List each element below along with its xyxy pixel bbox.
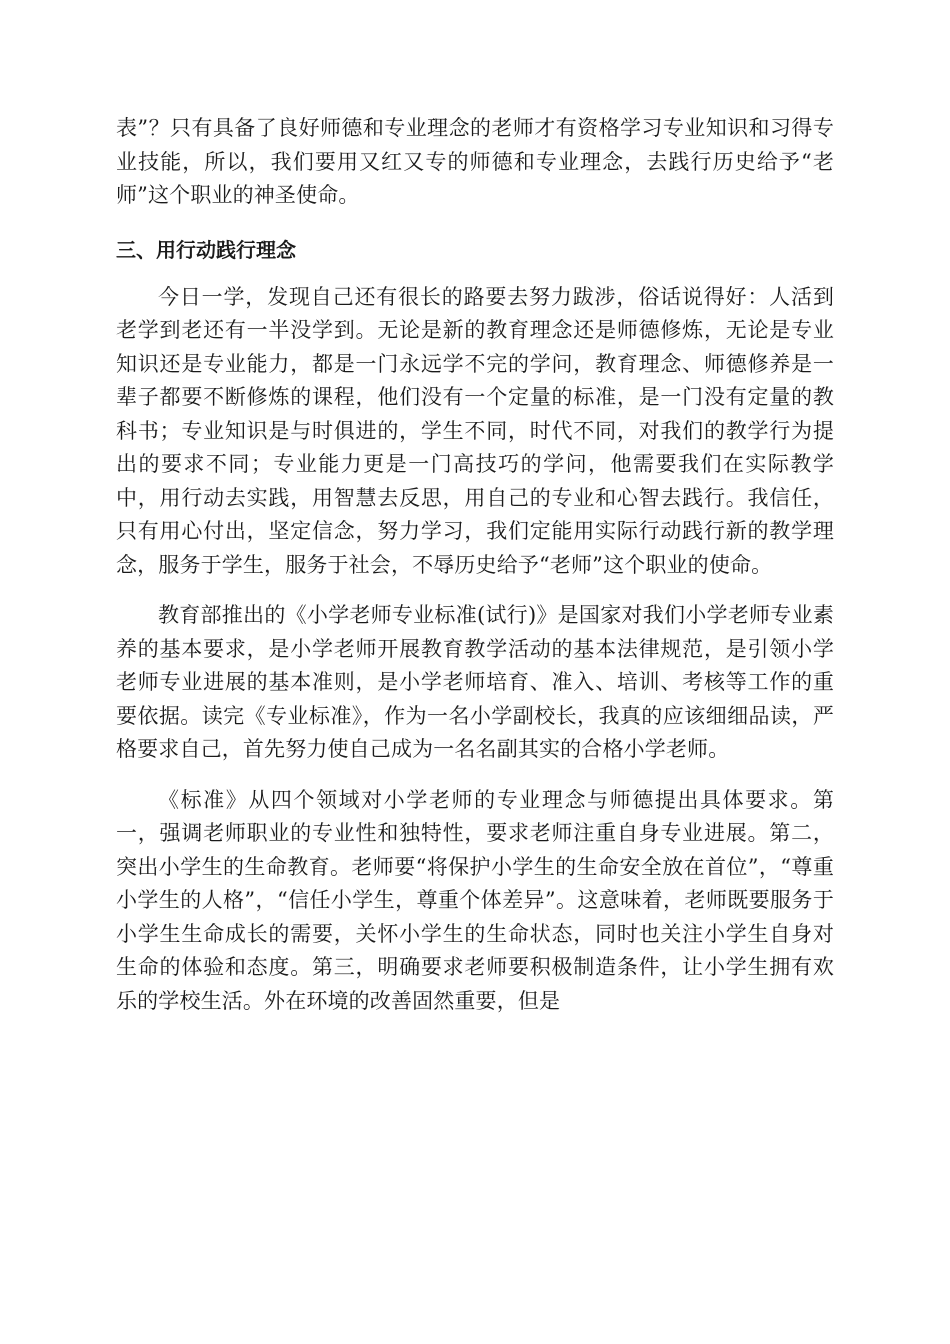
paragraph-action-practice: 今日一学，发现自己还有很长的路要去努力跋涉，俗话说得好：人活到老学到老还有一半没学到。无论是新的教育理念还是师德修炼，无论是专业知识还是专业能力，都是一门永远学不完的学问，教育理念、师德修养是一辈子都要不断修炼的课程，他们没有一个定量的标准，是一门没有定量的教科书；专业知识是与时俱进的，学生不同，时代不同，对我们的教学行为提出的要求不同；专业能力更是一门高技巧的学问，他需要我们在实际教学中，用行动去实践，用智慧去反思，用自己的专业和心智去践行。我信任，只有用心付出，坚定信念，努力学习，我们定能用实际行动践行新的教学理念，服务于学生，服务于社会，不辱历史给予“老师”这个职业的使命。: [116, 284, 834, 577]
section-heading: 三、用行动践行理念: [116, 237, 296, 262]
paragraph-intro-continuation: 表”？只有具备了良好师德和专业理念的老师才有资格学习专业知识和习得专业技能，所以，我们要用又红又专的师德和专业理念，去践行历史给予“老师”这个职业的神圣使命。: [116, 116, 834, 207]
paragraph-standard-intro: 教育部推出的《小学老师专业标准(试行)》是国家对我们小学老师专业素养的基本要求，是小学老师开展教育教学活动的基本法律规范，是引领小学老师专业进展的基本准则，是小学老师培育、准入、培训、考核等工作的重要依据。读完《专业标准》，作为一名小学副校长，我真的应该细细品读，严格要求自己，首先努力使自己成为一名名副其实的合格小学老师。: [116, 603, 834, 761]
paragraph-spacer: [116, 582, 834, 599]
paragraph-standard-requirements: 《标准》从四个领域对小学老师的专业理念与师德提出具体要求。第一，强调老师职业的专业性和独特性，要求老师注重自身专业进展。第二，突出小学生的生命教育。老师要“将保护小学生的生命安全放在首位”，“尊重小学生的人格”，“信任小学生，尊重个体差异”。这意味着，老师既要服务于小学生生命成长的需要，关怀小学生的生命状态，同时也关注小学生自身对生命的体验和态度。第三，明确要求老师要积极制造条件，让小学生拥有欢乐的学校生活。外在环境的改善固然重要，但是: [116, 787, 834, 1013]
document-page: [116, 112, 834, 1018]
paragraph-spacer: [116, 267, 834, 281]
paragraph-spacer: [116, 213, 834, 234]
paragraph-spacer: [116, 767, 834, 784]
